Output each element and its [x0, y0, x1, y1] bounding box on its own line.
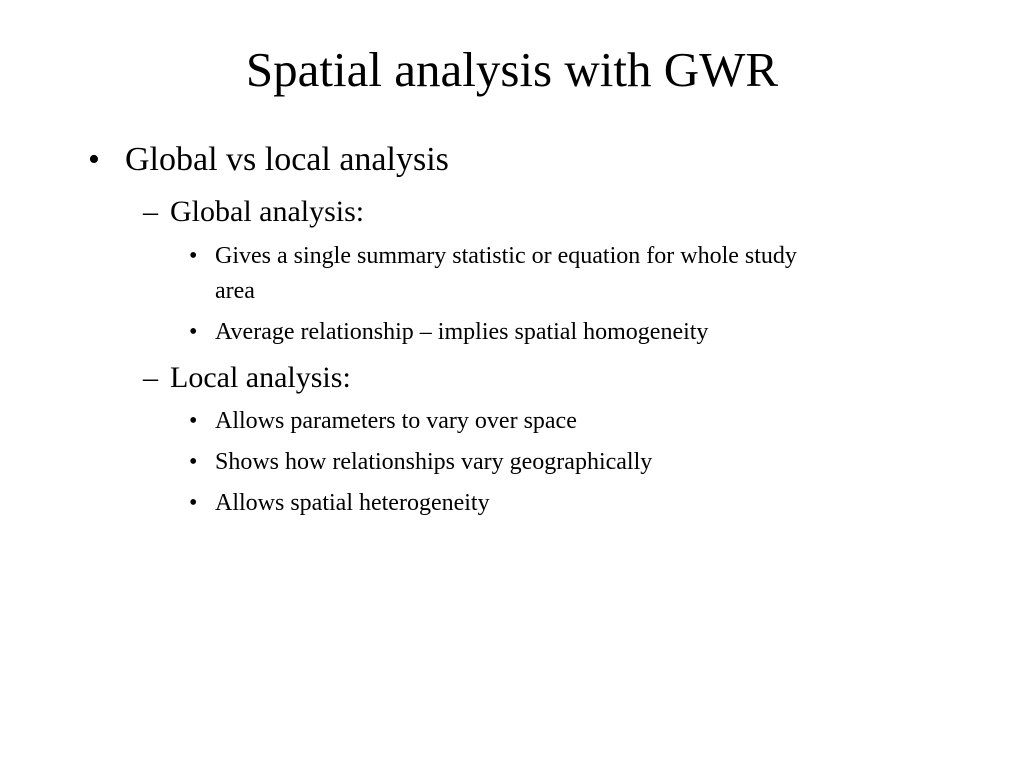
item-global-vs-local: Global vs local analysis — [125, 141, 449, 178]
bullet-l3: • — [189, 243, 198, 269]
item-parameters-vary: Allows parameters to vary over space — [215, 408, 577, 434]
bullet-l1: • — [88, 141, 100, 178]
item-single-summary-line2: area — [215, 278, 255, 304]
item-local-analysis: Local analysis: — [170, 361, 351, 394]
item-relationships-vary: Shows how relationships vary geographically — [215, 449, 653, 475]
item-average-relationship: Average relationship – implies spatial homogeneity — [215, 319, 709, 345]
slide-title: Spatial analysis with GWR — [245, 42, 779, 97]
bullet-l3: • — [189, 490, 198, 516]
bullet-l3: • — [189, 449, 198, 475]
item-global-analysis: Global analysis: — [170, 195, 365, 228]
dash-l2: – — [143, 361, 158, 394]
bullet-l3: • — [189, 408, 198, 434]
item-single-summary-line1: Gives a single summary statistic or equation for whole study — [215, 243, 797, 269]
dash-l2: – — [143, 195, 158, 228]
item-spatial-heterogeneity: Allows spatial heterogeneity — [215, 490, 490, 516]
bullet-l3: • — [189, 319, 198, 345]
